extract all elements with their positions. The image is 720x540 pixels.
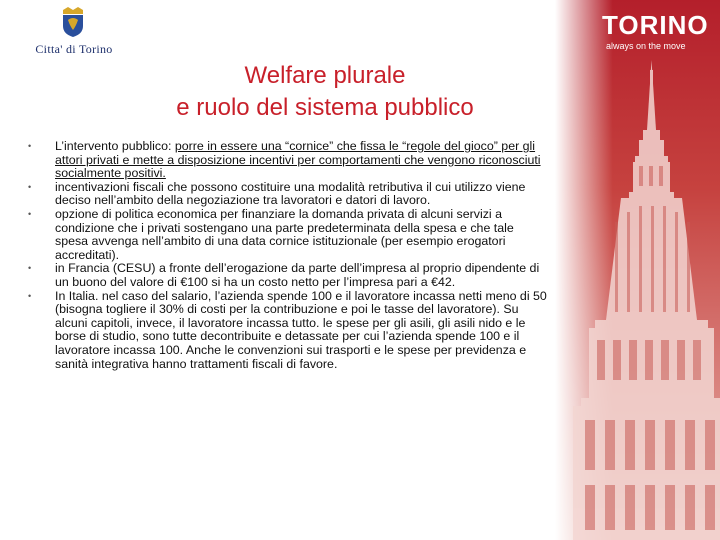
bullet-2-text: incentivazioni fiscali che possono costituire una modalità retributiva il cui utilizzo viene deciso nell’ambito della negoziazione tra lavoratori e datori di lavoro. (55, 179, 526, 208)
bullet-3-text: opzione di politica economica per finanziare la domanda privata di alcuni servizi a condizione che i privati sostengano una parte predeterminata della spesa e che tale spesa avvenga nell’ambito di una data cornice istituzionale (per esempio erogatori accreditati). (55, 206, 514, 262)
title-line-2: e ruolo del sistema pubblico (176, 94, 474, 121)
bullet-item-1 (28, 140, 548, 181)
mole-antonelliana-panel (555, 0, 720, 540)
bullet-item-4 (28, 262, 548, 289)
bullet-1-prefix: L’intervento pubblico: (55, 139, 175, 153)
bullet-list (28, 140, 548, 371)
slide-title (100, 60, 550, 124)
bullet-item-3 (28, 208, 548, 262)
coat-of-arms-icon (60, 6, 86, 38)
bullet-4-text: in Francia (CESU) a fronte dell’erogazione da parte dell’impresa al proprio dipendente di un buono del valore di €100 si ha un costo netto per l’impresa pari a €42. (55, 261, 540, 289)
city-logo-text: Citta' di Torino (35, 42, 113, 56)
bullet-1-underlined: porre in essere una “cornice” che fissa le “regole del gioco” per gli attori privati e mette a disposizione incentivi per comportamenti che vengono riconosciuti socialmente positivi. (55, 139, 541, 181)
torino-brand-logo (598, 8, 708, 53)
bullet-5-text: In Italia. nel caso del salario, l’azienda spende 100 e il lavoratore incassa netti meno di 50 (bisogna togliere il 30% di costi per la contribuzione e poi le tasse del lavoratore). Su alcuni capitoli, invece, il lavoratore incassa tutto. le spese per gli asili, gli asili nido e le borse di studio, sono tutte decontribuite e detassate per cui l’azienda spende 100 e il lavoratore incassa 100. Anche le convenzioni sui trasporti e le spese per previdenza e sanità integrativa hanno trattamenti fiscali di favore. (55, 288, 547, 371)
brand-tagline: always on the move (606, 41, 686, 51)
citta-di-torino-logo (14, 6, 134, 66)
bullet-item-2 (28, 181, 548, 208)
bullet-item-5 (28, 290, 548, 372)
title-line-1: Welfare plurale (244, 62, 406, 89)
brand-name: TORINO (602, 10, 709, 40)
mole-antonelliana-illustration (555, 0, 720, 540)
